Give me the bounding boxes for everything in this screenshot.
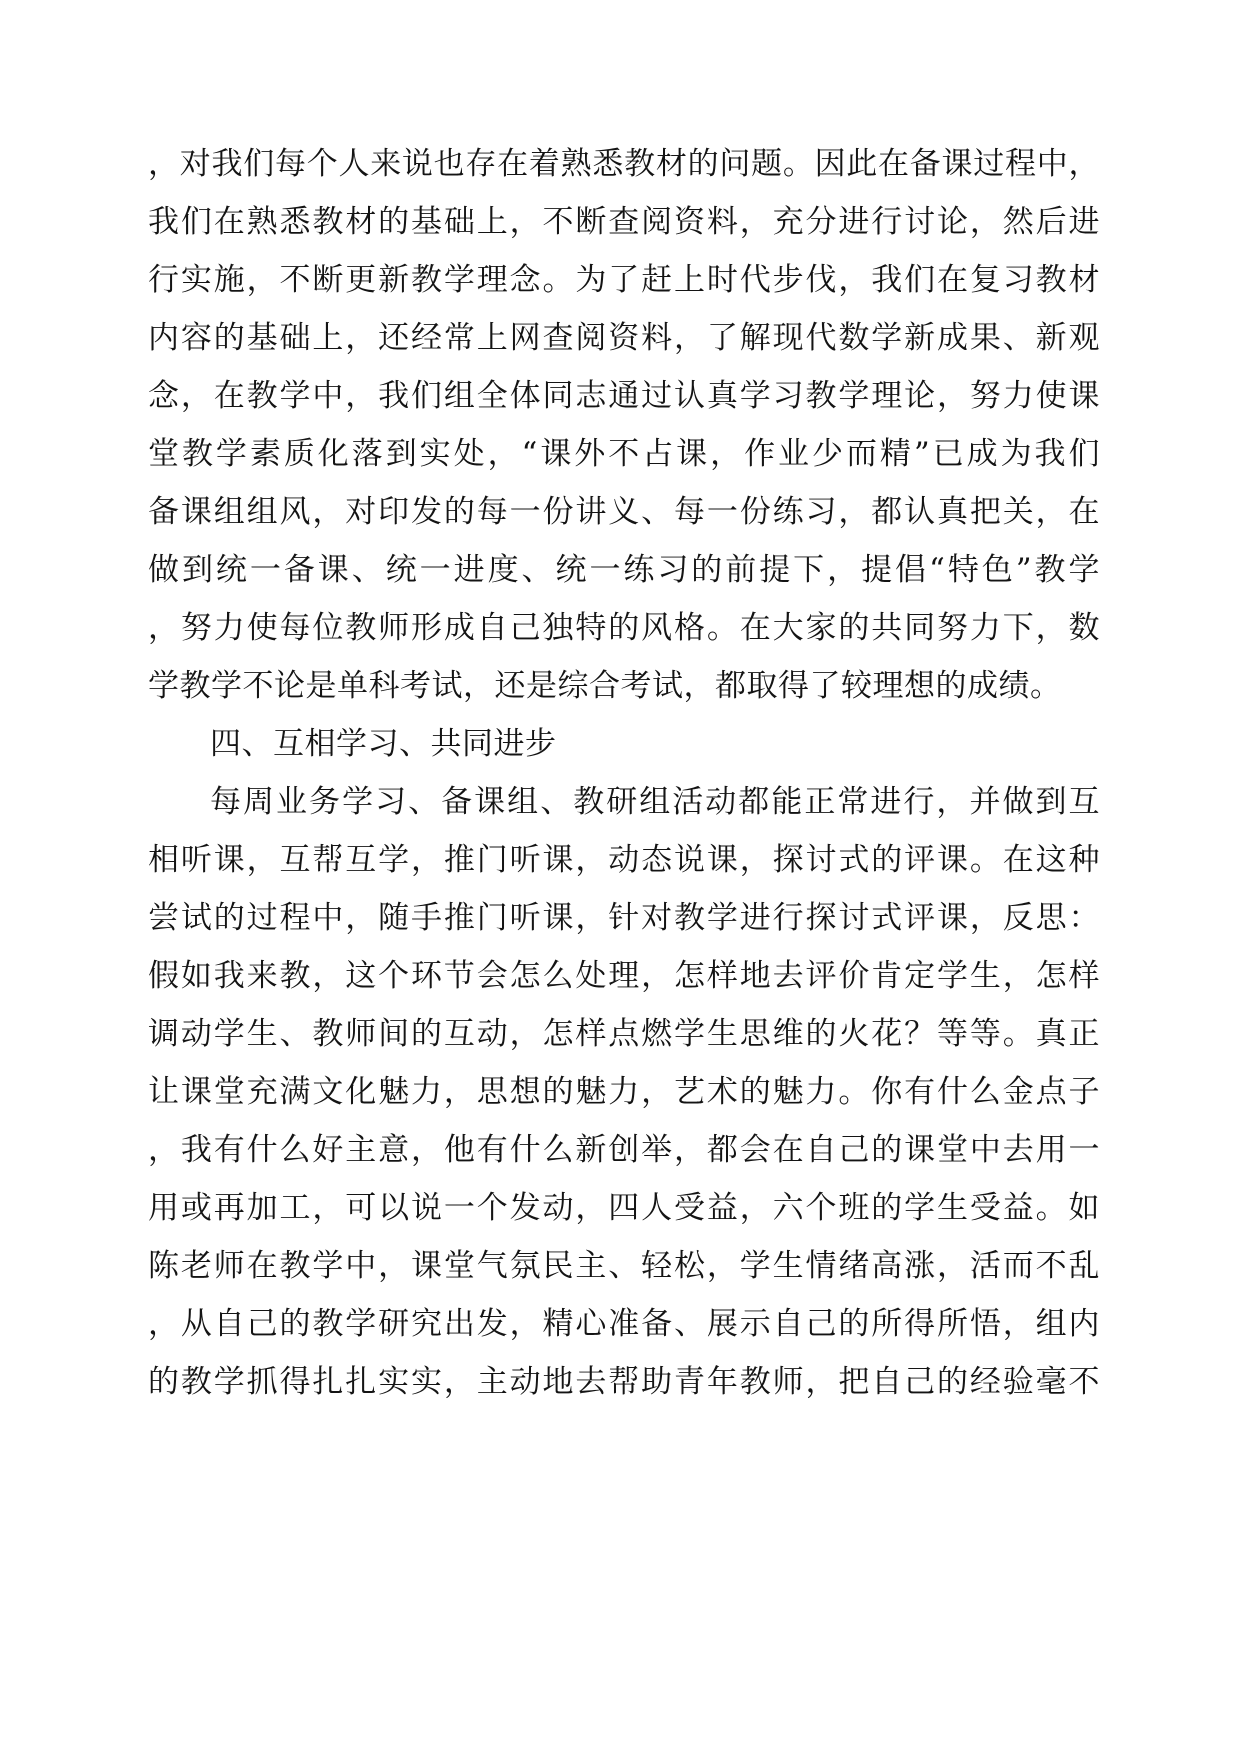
text-line-3: 行实施，不断更新教学理念。为了赶上时代步伐，我们在复习教材	[148, 262, 1100, 298]
text-line-12: 每周业务学习、备课组、教研组活动都能正常进行，并做到互	[210, 784, 1100, 820]
text-line-8: 做到统一备课、统一进度、统一练习的前提下，提倡“特色”教学	[148, 552, 1100, 588]
text-line-21: ，从自己的教学研究出发，精心准备、展示自己的所得所悟，组内	[148, 1306, 1100, 1342]
text-line-16: 调动学生、教师间的互动，怎样点燃学生思维的火花？等等。真正	[148, 1016, 1100, 1052]
text-line-22: 的教学抓得扎扎实实，主动地去帮助青年教师，把自己的经验毫不	[148, 1364, 1100, 1400]
text-line-9: ，努力使每位教师形成自己独特的风格。在大家的共同努力下，数	[148, 610, 1100, 646]
text-line-2: 我们在熟悉教材的基础上，不断查阅资料，充分进行讨论，然后进	[148, 204, 1100, 240]
text-line-13: 相听课，互帮互学，推门听课，动态说课，探讨式的评课。在这种	[148, 842, 1100, 878]
text-line-5: 念，在教学中，我们组全体同志通过认真学习教学理论，努力使课	[148, 378, 1100, 414]
text-line-1: ，对我们每个人来说也存在着熟悉教材的问题。因此在备课过程中，	[148, 146, 1100, 182]
text-line-7: 备课组组风，对印发的每一份讲义、每一份练习，都认真把关，在	[148, 494, 1100, 530]
text-line-18: ，我有什么好主意，他有什么新创举，都会在自己的课堂中去用一	[148, 1132, 1100, 1168]
text-line-6: 堂教学素质化落到实处，“课外不占课，作业少而精”已成为我们	[148, 436, 1100, 472]
text-line-15: 假如我来教，这个环节会怎么处理，怎样地去评价肯定学生，怎样	[148, 958, 1100, 994]
text-line-14: 尝试的过程中，随手推门听课，针对教学进行探讨式评课，反思：	[148, 900, 1100, 936]
text-line-10: 学教学不论是单科考试，还是综合考试，都取得了较理想的成绩。	[148, 668, 1062, 704]
text-line-4: 内容的基础上，还经常上网查阅资料，了解现代数学新成果、新观	[148, 320, 1100, 356]
text-line-19: 用或再加工，可以说一个发动，四人受益，六个班的学生受益。如	[148, 1190, 1100, 1226]
text-line-17: 让课堂充满文化魅力，思想的魅力，艺术的魅力。你有什么金点子	[148, 1074, 1100, 1110]
section-heading: 四、互相学习、共同进步	[210, 726, 557, 762]
text-line-20: 陈老师在教学中，课堂气氛民主、轻松，学生情绪高涨，活而不乱	[148, 1248, 1100, 1284]
